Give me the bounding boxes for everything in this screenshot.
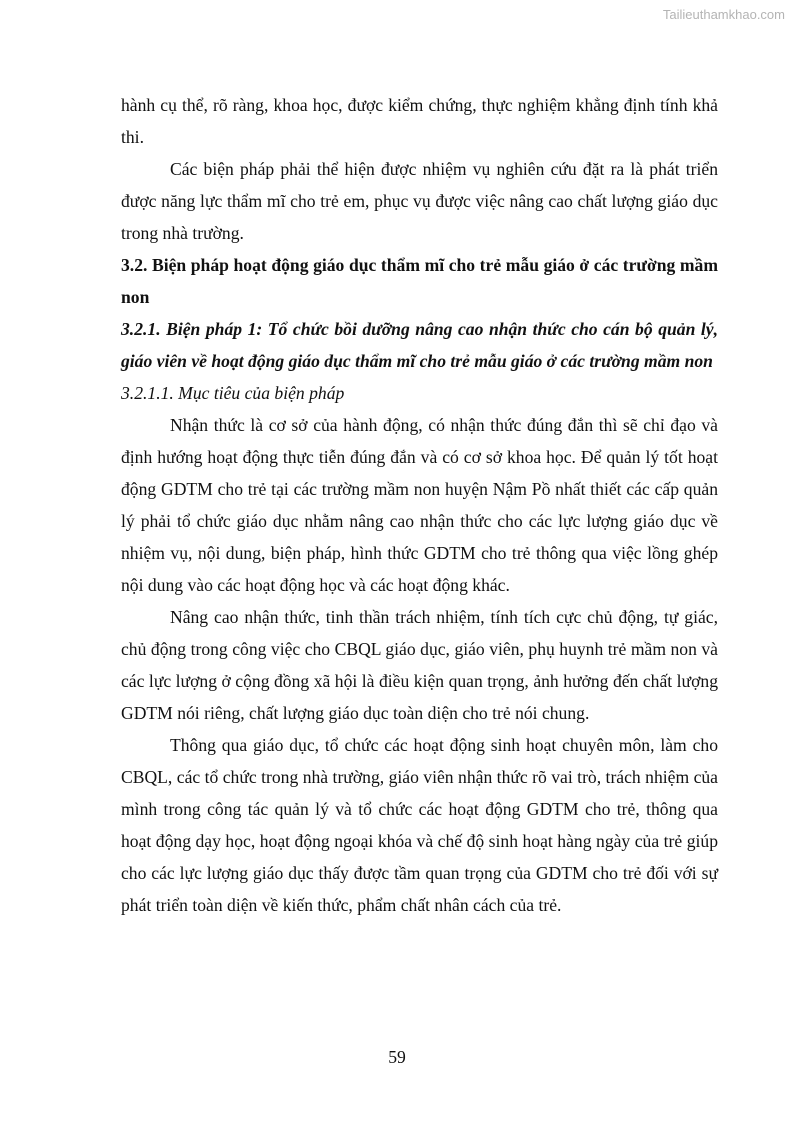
- paragraph-raise-awareness: Nâng cao nhận thức, tinh thần trách nhiệm, tính tích cực chủ động, tự giác, chủ động trong công việc cho CBQL giáo dục, giáo viên, phụ huynh trẻ mầm non và các lực lượng ở cộng đồng xã hội là điều kiện quan trọng, ảnh hưởng đến chất lượng GDTM nói riêng, chất lượng giáo dục toàn diện cho trẻ nói chung.: [121, 607, 718, 723]
- watermark: Tailieuthamkhao.com: [662, 7, 785, 22]
- paragraph-awareness: Nhận thức là cơ sở của hành động, có nhận thức đúng đắn thì sẽ chỉ đạo và định hướng hoạt động thực tiễn đúng đắn và có cơ sở khoa học. Để quản lý tốt hoạt động GDTM cho trẻ tại các trường mầm non huyện Nậm Pồ nhất thiết các cấp quản lý phải tổ chức giáo dục nhằm nâng cao nhận thức cho các lực lượng giáo dục về nhiệm vụ, nội dung, biện pháp, hình thức GDTM cho trẻ thông qua việc lồng ghép nội dung vào các hoạt động học và các hoạt động khác.: [121, 415, 718, 595]
- subsection-heading-3-2-1: 3.2.1. Biện pháp 1: Tổ chức bồi dưỡng nâng cao nhận thức cho cán bộ quản lý, giáo viên về hoạt động giáo dục thẩm mĩ cho trẻ mẫu giáo ở các trường mầm non: [121, 319, 718, 371]
- page-body: [121, 89, 718, 921]
- page-number: 59: [388, 1047, 406, 1067]
- paragraph-measures-requirement: Các biện pháp phải thể hiện được nhiệm vụ nghiên cứu đặt ra là phát triển được năng lực thẩm mĩ cho trẻ em, phục vụ được việc nâng cao chất lượng giáo dục trong nhà trường.: [121, 159, 718, 243]
- subsubsection-heading-3-2-1-1: 3.2.1.1. Mục tiêu của biện pháp: [121, 383, 345, 403]
- section-heading-3-2: 3.2. Biện pháp hoạt động giáo dục thẩm mĩ cho trẻ mẫu giáo ở các trường mầm non: [121, 255, 718, 307]
- paragraph-through-education: Thông qua giáo dục, tổ chức các hoạt động sinh hoạt chuyên môn, làm cho CBQL, các tổ chức trong nhà trường, giáo viên nhận thức rõ vai trò, trách nhiệm của mình trong công tác quản lý và tổ chức các hoạt động GDTM cho trẻ, thông qua hoạt động dạy học, hoạt động ngoại khóa và chế độ sinh hoạt hàng ngày của trẻ giúp cho các lực lượng giáo dục thấy được tầm quan trọng của GDTM cho trẻ đối với sự phát triển toàn diện về kiến thức, phẩm chất nhân cách của trẻ.: [121, 735, 718, 915]
- paragraph-continuation: hành cụ thể, rõ ràng, khoa học, được kiểm chứng, thực nghiệm khẳng định tính khả thi.: [121, 95, 718, 147]
